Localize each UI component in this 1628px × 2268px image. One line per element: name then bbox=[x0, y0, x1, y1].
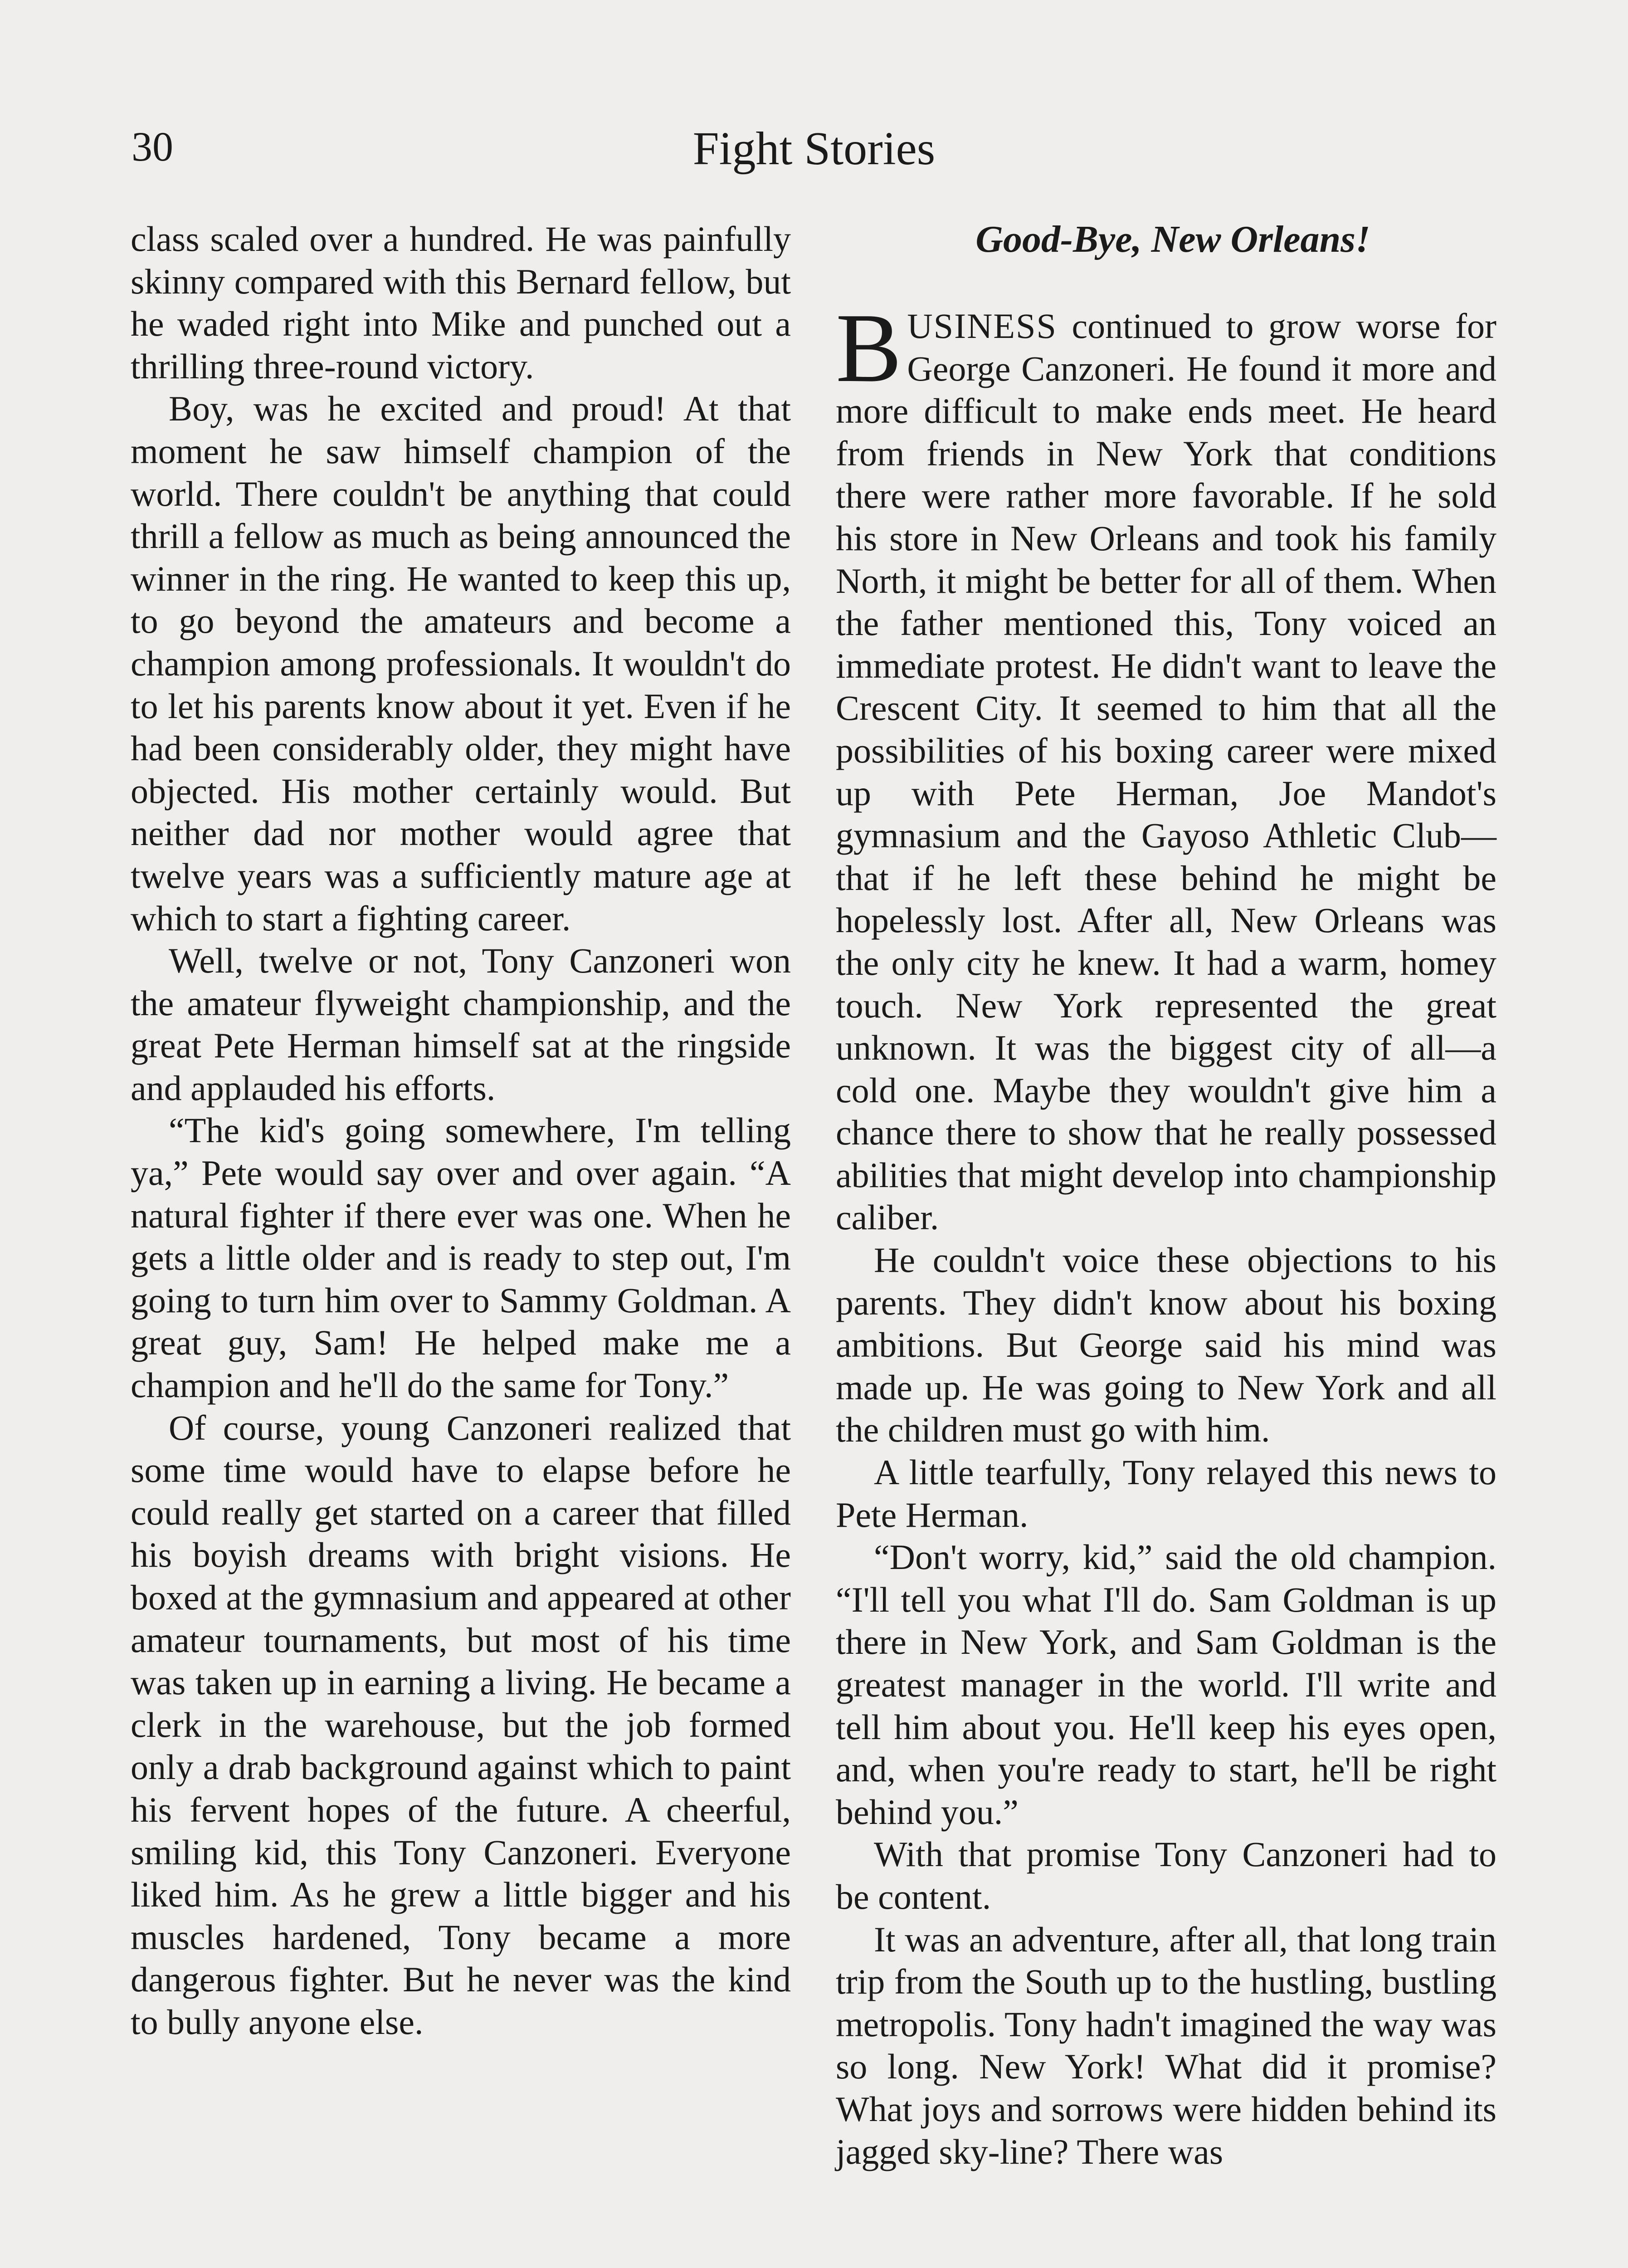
paragraph: With that promise Tony Canzoneri had to be content. bbox=[836, 1834, 1496, 1916]
left-column bbox=[131, 218, 791, 2043]
paragraph: “The kid's going somewhere, I'm telling ya,” Pete would say over and over again. “A natural fighter if there ever was one. When he gets a little older and is ready to step out, I'm going to turn him over to Sammy Goldman. A great guy, Sam! He helped make me a champion and he'll do the same for Tony.” bbox=[131, 1110, 791, 1405]
right-column bbox=[836, 218, 1496, 2173]
lead-caps: USINESS bbox=[907, 306, 1057, 346]
paragraph: Well, twelve or not, Tony Canzoneri won the amateur flyweight championship, and the great Pete Herman himself sat at the ringside and applauded his efforts. bbox=[131, 941, 791, 1108]
drop-cap: B bbox=[836, 293, 902, 403]
paragraph: Boy, was he excited and proud! At that moment he saw himself champion of the world. There couldn't be anything that could thrill a fellow as much as being announced the winner in the ring. He wanted to keep this up, to go beyond the amateurs and become a champion among professionals. It wouldn't do to let his parents know about it yet. Even if he had been considerably older, they might have objected. His mother certainly would. But neither dad nor mother would agree that twelve years was a sufficiently mature age at which to start a fighting career. bbox=[131, 389, 791, 938]
paragraph: He couldn't voice these objections to his parents. They didn't know about his boxing ambitions. But George said his mind was made up. He was going to New York and all the children must go with him. bbox=[836, 1240, 1496, 1450]
opening-paragraph-text: continued to grow worse for George Canzoneri. He found it more and more difficult to make ends meet. He heard from friends in New York that conditions there were rather more favorable. If he sold his store in New Orleans and took his family North, it might be better for all of them. When the father mentioned this, Tony voiced an immediate protest. He didn't want to leave the Crescent City. It seemed to him that all the possibilities of his boxing career were mixed up with Pete Herman, Joe Mandot's gymnasium and the Gayoso Athletic Club—that if he left these behind he might be hopelessly lost. After all, New Orleans was the only city he knew. It had a warm, homey touch. New York represented the great unknown. It was the biggest city of all—a cold one. Maybe they wouldn't give him a chance there to show that he really possessed abilities that might develop into championship caliber. bbox=[836, 306, 1496, 1237]
paragraph: It was an adventure, after all, that long train trip from the South up to the hustling, bustling metropolis. Tony hadn't imagined the way was so long. New York! What did it promise? What joys and sorrows were hidden behind its jagged sky-line? There was bbox=[836, 1919, 1496, 2171]
paragraph: Of course, young Canzoneri realized that some time would have to elapse before he could really get started on a career that filled his boyish dreams with bright visions. He boxed at the gymnasium and appeared at other amateur tournaments, but most of his time was taken up in earning a living. He became a clerk in the warehouse, but the job formed only a drab background against which to paint his fervent hopes of the future. A cheerful, smiling kid, this Tony Canzoneri. Everyone liked him. As he grew a little bigger and his muscles hardened, Tony became a more dangerous fighter. But he never was the kind to bully anyone else. bbox=[131, 1408, 791, 2042]
paragraph: A little tearfully, Tony relayed this news to Pete Herman. bbox=[836, 1452, 1496, 1535]
page-number: 30 bbox=[132, 123, 173, 170]
running-head-title: Fight Stories bbox=[692, 122, 936, 175]
opening-paragraph bbox=[836, 293, 1496, 1239]
section-heading: Good-Bye, New Orleans! bbox=[975, 218, 1370, 260]
paragraph: “Don't worry, kid,” said the old champion. “I'll tell you what I'll do. Sam Goldman is up there in New York, and Sam Goldman is the greatest manager in the world. I'll write and tell him about you. He'll keep his eyes open, and, when you're ready to start, he'll be right behind you.” bbox=[836, 1537, 1496, 1832]
paragraph: class scaled over a hundred. He was painfully skinny compared with this Bernard fellow, but he waded right into Mike and punched out a thrilling three-round victory. bbox=[131, 219, 791, 386]
